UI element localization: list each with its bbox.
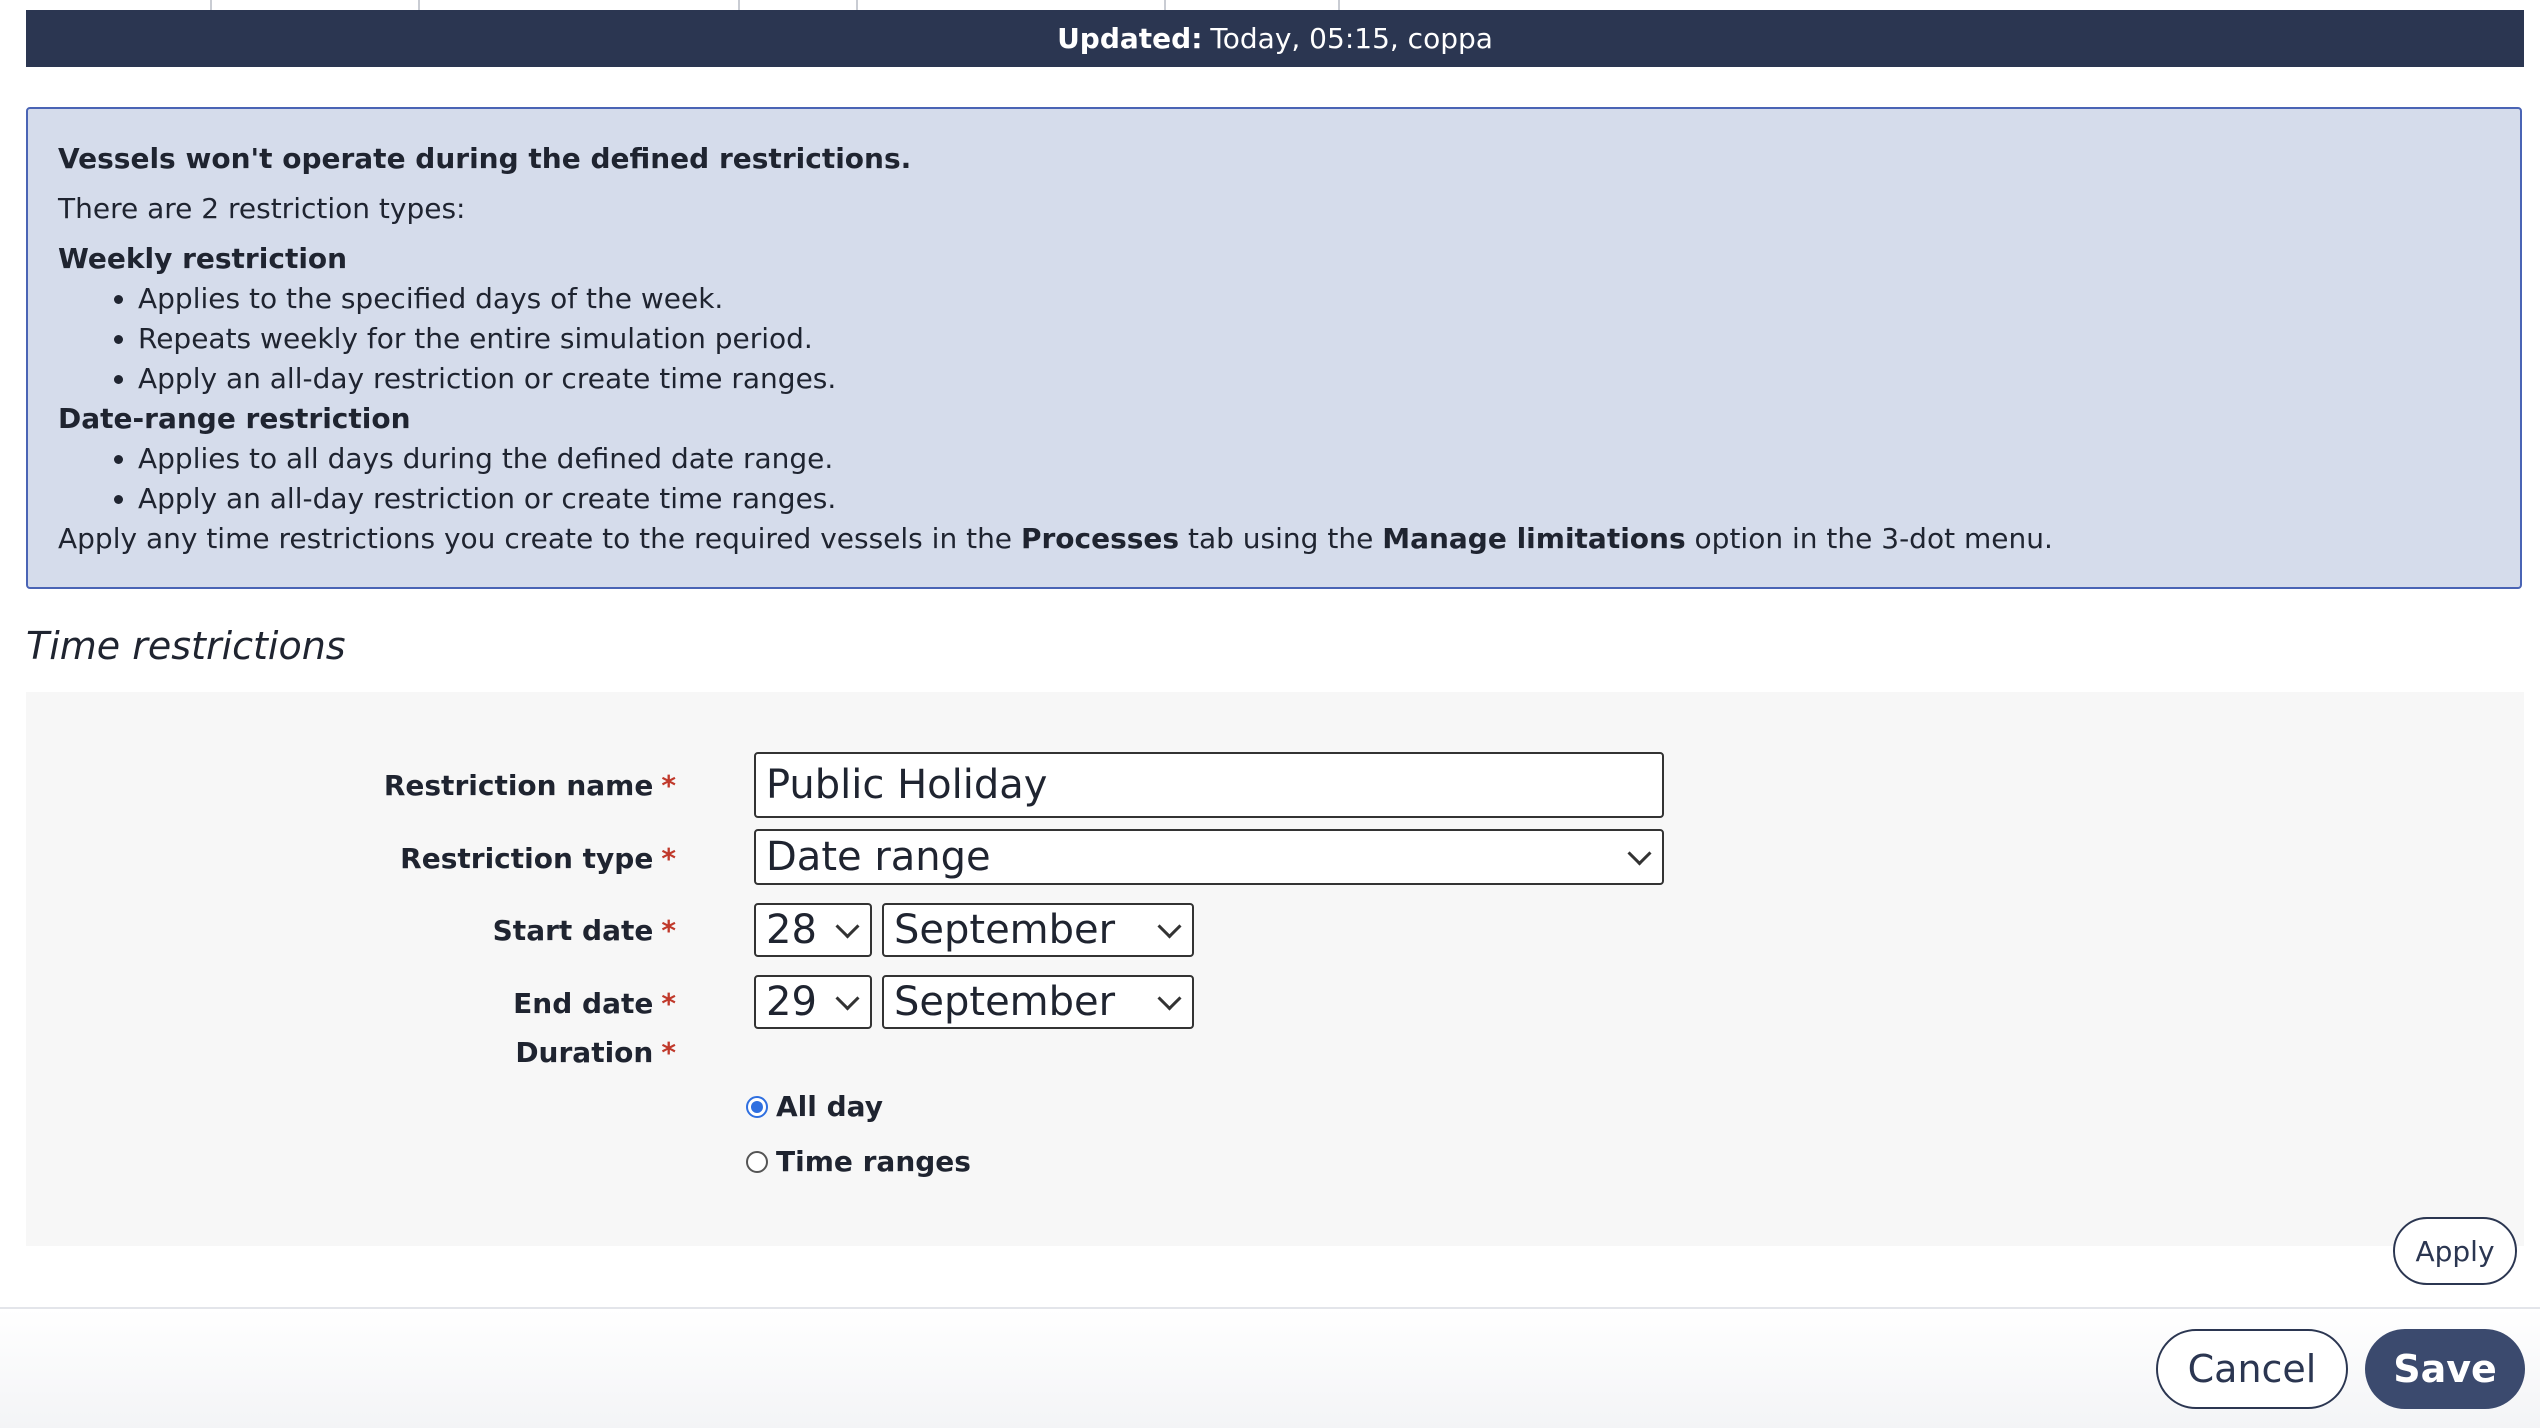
end-month-value: September (894, 979, 1116, 1025)
label-text: Restriction name (383, 769, 654, 802)
info-footer-text: option in the 3-dot menu. (1685, 522, 2053, 555)
daterange-restriction-list (58, 439, 2490, 519)
info-heading: Vessels won't operate during the defined restrictions. (58, 142, 912, 175)
duration-option-all-day[interactable] (746, 1090, 883, 1123)
restriction-name-value: Public Holiday (766, 762, 1048, 808)
duration-option-time-ranges[interactable] (746, 1145, 971, 1178)
start-day-select[interactable] (754, 903, 872, 957)
chevron-down-icon (1627, 841, 1651, 865)
start-month-select[interactable] (882, 903, 1194, 957)
start-day-value: 28 (766, 907, 817, 953)
required-mark: * (661, 1036, 676, 1069)
radio-unchecked-icon[interactable] (746, 1151, 768, 1173)
label-text: Restriction type (400, 842, 654, 875)
required-mark: * (661, 769, 676, 802)
end-month-select[interactable] (882, 975, 1194, 1029)
restriction-type-select[interactable] (754, 829, 1664, 885)
duration-option-label: All day (776, 1090, 883, 1123)
duration-option-label: Time ranges (776, 1145, 971, 1178)
chevron-down-icon (835, 914, 859, 938)
label-column (26, 692, 676, 1246)
section-title: Time restrictions (26, 624, 346, 668)
processes-tab-reference: Processes (1020, 522, 1180, 555)
updated-label: Updated: (1057, 22, 1203, 55)
info-intro: There are 2 restriction types: (58, 192, 466, 225)
weekly-restriction-title: Weekly restriction (58, 242, 348, 275)
cancel-button[interactable]: Cancel (2156, 1329, 2348, 1409)
manage-limitations-reference: Manage limitations (1382, 522, 1686, 555)
updated-value: Today, 05:15, coppa (1210, 22, 1493, 55)
label-text: Duration (515, 1036, 654, 1069)
list-item: • Repeats weekly for the entire simulation period. (138, 319, 2490, 359)
label-text: End date (513, 987, 654, 1020)
restriction-type-value: Date range (766, 834, 991, 880)
start-month-value: September (894, 907, 1116, 953)
radio-checked-icon[interactable] (746, 1096, 768, 1118)
tab-divider (856, 0, 858, 10)
updated-bar (26, 10, 2524, 67)
info-box (26, 107, 2522, 589)
list-item: • Applies to all days during the defined date range. (138, 439, 2490, 479)
tab-divider (210, 0, 212, 10)
restriction-name-label (384, 769, 676, 802)
chevron-down-icon (1157, 986, 1181, 1010)
end-day-select[interactable] (754, 975, 872, 1029)
end-date-label (513, 987, 676, 1020)
required-mark: * (661, 914, 676, 947)
required-mark: * (661, 987, 676, 1020)
duration-label (515, 1036, 676, 1069)
required-mark: * (661, 842, 676, 875)
chevron-down-icon (835, 986, 859, 1010)
info-footer-text: tab using the (1179, 522, 1383, 555)
label-text: Start date (492, 914, 654, 947)
end-day-value: 29 (766, 979, 817, 1025)
restriction-form (26, 692, 2524, 1246)
tab-strip (26, 0, 2524, 10)
list-item: • Apply an all-day restriction or create time ranges. (138, 479, 2490, 519)
apply-button[interactable]: Apply (2393, 1217, 2517, 1285)
tab-divider (418, 0, 420, 10)
chevron-down-icon (1157, 914, 1181, 938)
start-date-label (493, 914, 676, 947)
list-item: • Apply an all-day restriction or create time ranges. (138, 359, 2490, 399)
restriction-type-label (400, 842, 676, 875)
list-item: • Applies to the specified days of the week. (138, 279, 2490, 319)
restriction-name-input[interactable] (754, 752, 1664, 818)
daterange-restriction-title: Date-range restriction (58, 402, 411, 435)
info-footer (58, 519, 2490, 559)
info-footer-text: Apply any time restrictions you create to the required vessels in the (58, 522, 1021, 555)
save-button[interactable]: Save (2365, 1329, 2525, 1409)
tab-divider (1164, 0, 1166, 10)
tab-divider (1338, 0, 1340, 10)
tab-divider (738, 0, 740, 10)
weekly-restriction-list (58, 279, 2490, 399)
